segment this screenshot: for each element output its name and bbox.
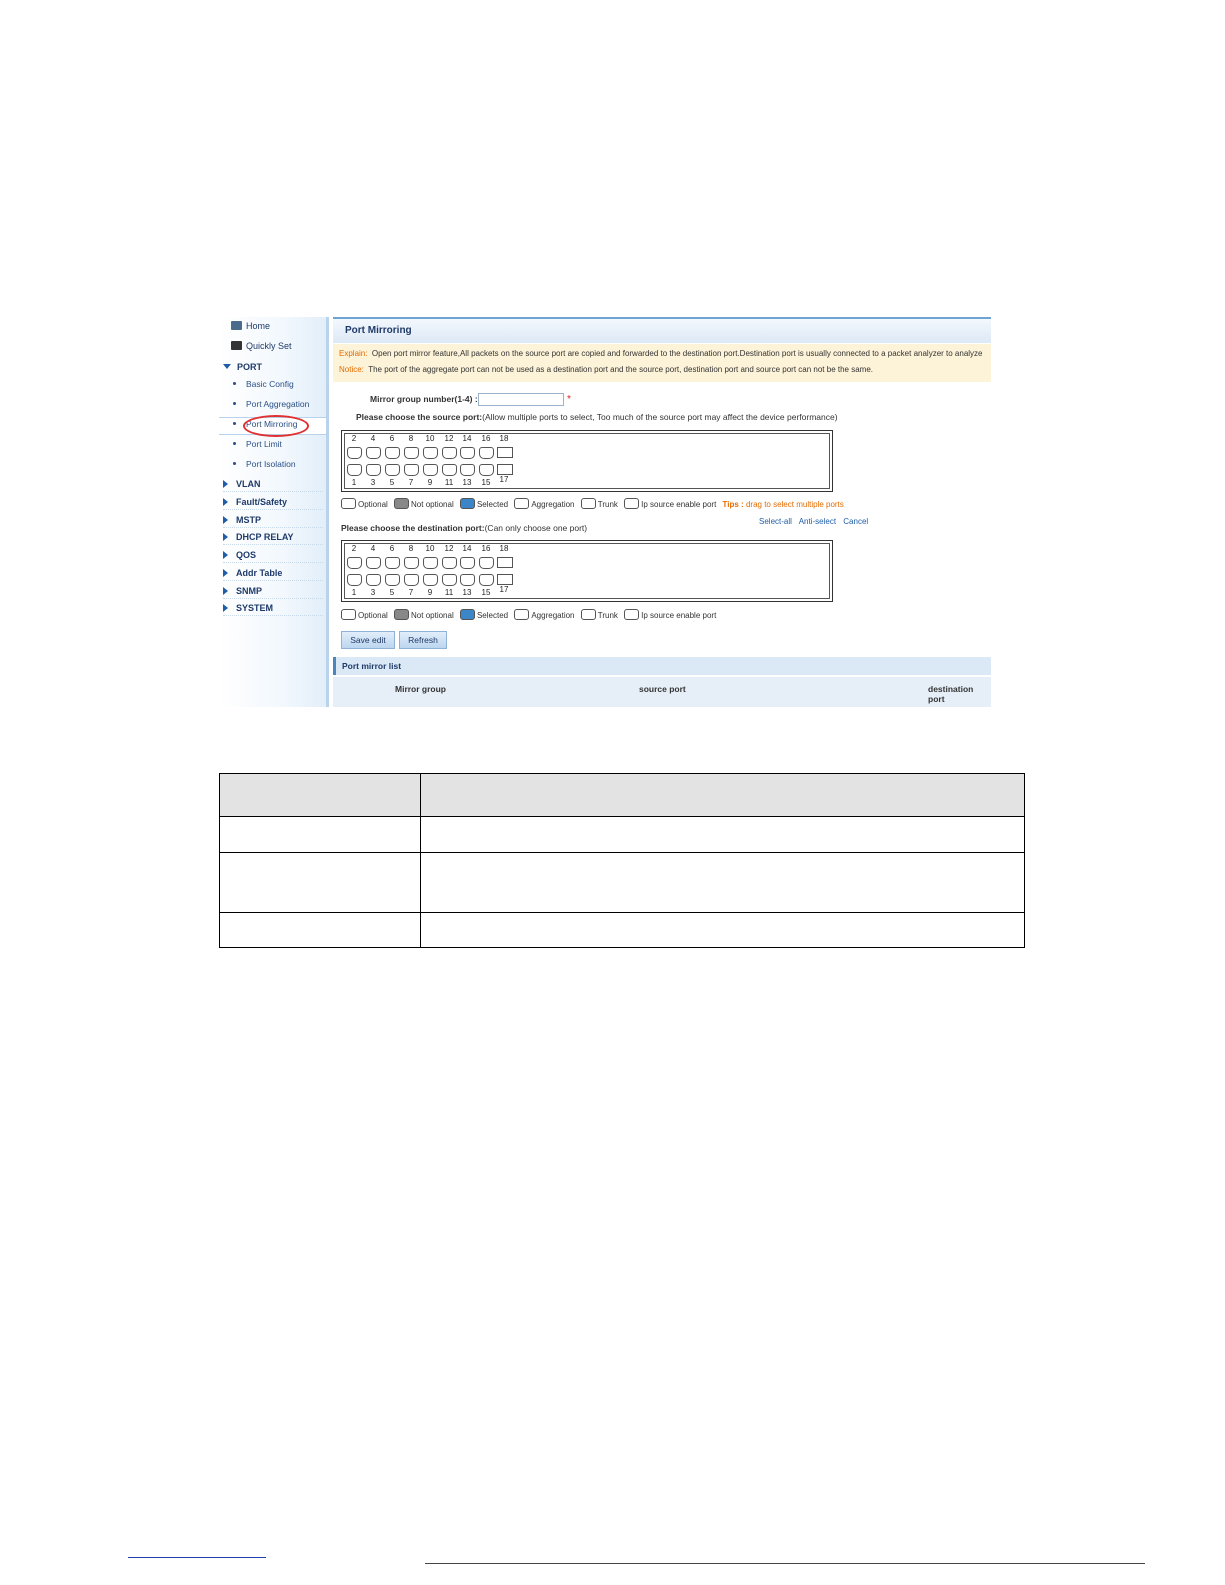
- screenshot: [219, 317, 991, 707]
- port-9[interactable]: [423, 464, 438, 476]
- port-number-label: 18: [499, 544, 509, 553]
- port-16[interactable]: [479, 447, 494, 459]
- collapsed-arrow-icon: [223, 569, 228, 577]
- sidebar-item-label: Quickly Set: [246, 341, 292, 351]
- destination-port-heading: Please choose the destination port:(Can only choose one port): [341, 523, 588, 533]
- port-number-label: 4: [370, 434, 376, 443]
- table-cell: [421, 817, 1025, 853]
- table-cell: [220, 817, 421, 853]
- anti-select-link[interactable]: Anti-select: [798, 517, 837, 526]
- port-number-label: 9: [427, 478, 433, 487]
- port-11[interactable]: [442, 464, 457, 476]
- select-links: [759, 517, 873, 526]
- refresh-button[interactable]: Refresh: [399, 631, 447, 649]
- select-all-link[interactable]: Select-all: [759, 517, 792, 526]
- column-source-port: source port: [639, 684, 686, 694]
- port-13[interactable]: [460, 574, 475, 586]
- port-number-label: 13: [462, 588, 472, 597]
- destination-port-panel[interactable]: [341, 540, 833, 602]
- port-7[interactable]: [404, 574, 419, 586]
- explain-text: Open port mirror feature,All packets on the source port are copied and forwarded to the destination port.Destination port is usually connected to a packet analyzer to analyze: [371, 349, 983, 358]
- selected-port-icon: [460, 498, 475, 509]
- page-title: Port Mirroring: [345, 325, 412, 336]
- port-2[interactable]: [347, 557, 362, 569]
- explain-label: Explain:: [339, 349, 368, 358]
- source-port-panel[interactable]: [341, 430, 833, 492]
- port-4[interactable]: [366, 447, 381, 459]
- port-number-label: 11: [444, 478, 454, 487]
- sidebar-section-addr-table[interactable]: Addr Table: [223, 568, 323, 581]
- not-optional-port-icon: [394, 498, 409, 509]
- port-number-label: 5: [389, 588, 395, 597]
- port-12[interactable]: [442, 447, 457, 459]
- collapsed-arrow-icon: [223, 498, 228, 506]
- sidebar-item-home[interactable]: [231, 321, 270, 331]
- table-row: [220, 817, 1025, 853]
- column-destination-port: destination port: [928, 684, 974, 704]
- home-icon: [231, 321, 242, 330]
- port-14[interactable]: [460, 447, 475, 459]
- sidebar-item-port-aggregation[interactable]: Port Aggregation: [233, 399, 309, 409]
- table-cell: [421, 913, 1025, 948]
- port-9[interactable]: [423, 574, 438, 586]
- port-14[interactable]: [460, 557, 475, 569]
- port-3[interactable]: [366, 574, 381, 586]
- port-mirror-list-title: Port mirror list: [342, 661, 402, 671]
- parameter-table: [219, 773, 1025, 948]
- port-12[interactable]: [442, 557, 457, 569]
- port-8[interactable]: [404, 557, 419, 569]
- port-18[interactable]: [497, 557, 513, 568]
- collapsed-arrow-icon: [223, 516, 228, 524]
- collapsed-arrow-icon: [223, 480, 228, 488]
- port-number-label: 7: [408, 478, 414, 487]
- port-10[interactable]: [423, 557, 438, 569]
- collapsed-arrow-icon: [223, 587, 228, 595]
- sidebar-section-snmp[interactable]: SNMP: [223, 586, 323, 599]
- port-number-label: 10: [425, 434, 435, 443]
- port-17[interactable]: [497, 574, 513, 585]
- optional-port-icon: [341, 498, 356, 509]
- port-1[interactable]: [347, 574, 362, 586]
- page-title-bar: [333, 317, 991, 343]
- trunk-port-icon: [581, 498, 596, 509]
- port-10[interactable]: [423, 447, 438, 459]
- port-number-label: 2: [351, 544, 357, 553]
- sidebar: [219, 317, 329, 707]
- sidebar-section-vlan[interactable]: VLAN: [223, 479, 323, 492]
- port-3[interactable]: [366, 464, 381, 476]
- port-number-label: 15: [481, 478, 491, 487]
- port-number-label: 2: [351, 434, 357, 443]
- port-5[interactable]: [385, 574, 400, 586]
- port-number-label: 9: [427, 588, 433, 597]
- sidebar-item-port-mirroring[interactable]: Port Mirroring: [233, 419, 297, 429]
- port-number-label: 11: [444, 588, 454, 597]
- sidebar-section-port[interactable]: PORT: [223, 362, 323, 374]
- port-number-label: 5: [389, 478, 395, 487]
- port-number-label: 7: [408, 588, 414, 597]
- port-13[interactable]: [460, 464, 475, 476]
- port-number-label: 6: [389, 434, 395, 443]
- sidebar-section-fault-safety[interactable]: Fault/Safety: [223, 497, 323, 510]
- port-number-label: 16: [481, 434, 491, 443]
- port-6[interactable]: [385, 447, 400, 459]
- sidebar-section-qos[interactable]: QOS: [223, 550, 323, 563]
- sidebar-item-basic-config[interactable]: Basic Config: [233, 379, 294, 389]
- table-cell: [220, 853, 421, 913]
- column-mirror-group: Mirror group: [395, 684, 446, 694]
- aggregation-port-icon: [514, 609, 529, 620]
- notice-box: [333, 344, 991, 382]
- main-content: [333, 317, 991, 707]
- notice-label: Notice:: [339, 365, 364, 374]
- expanded-arrow-icon: [223, 364, 231, 369]
- footer-link-underline: [128, 1557, 266, 1558]
- destination-legend: Optional Not optional Selected Aggregation Trunk Ip source enable port: [341, 609, 720, 620]
- optional-port-icon: [341, 609, 356, 620]
- sidebar-item-quickly-set[interactable]: [231, 341, 292, 351]
- table-row: [220, 853, 1025, 913]
- port-7[interactable]: [404, 464, 419, 476]
- tips-label: Tips :: [722, 500, 744, 509]
- port-number-label: 4: [370, 544, 376, 553]
- port-number-label: 10: [425, 544, 435, 553]
- port-15[interactable]: [479, 464, 494, 476]
- ip-source-port-icon: [624, 609, 639, 620]
- sidebar-item-port-limit[interactable]: Port Limit: [233, 439, 282, 449]
- highlight-circle: [243, 415, 309, 437]
- port-number-label: 3: [370, 588, 376, 597]
- port-number-label: 12: [444, 434, 454, 443]
- collapsed-arrow-icon: [223, 551, 228, 559]
- port-number-label: 1: [351, 478, 357, 487]
- not-optional-port-icon: [394, 609, 409, 620]
- port-2[interactable]: [347, 447, 362, 459]
- port-number-label: 16: [481, 544, 491, 553]
- port-18[interactable]: [497, 447, 513, 458]
- selected-port-icon: [460, 609, 475, 620]
- port-number-label: 17: [499, 475, 509, 484]
- sidebar-section-dhcp-relay[interactable]: DHCP RELAY: [223, 532, 323, 545]
- port-number-label: 3: [370, 478, 376, 487]
- aggregation-port-icon: [514, 498, 529, 509]
- port-number-label: 8: [408, 434, 414, 443]
- save-edit-button[interactable]: Save edit: [341, 631, 395, 649]
- port-5[interactable]: [385, 464, 400, 476]
- port-16[interactable]: [479, 557, 494, 569]
- mirror-group-label: Mirror group number(1-4) :: [370, 394, 478, 404]
- port-number-label: 12: [444, 544, 454, 553]
- port-1[interactable]: [347, 464, 362, 476]
- port-number-label: 17: [499, 585, 509, 594]
- port-number-label: 1: [351, 588, 357, 597]
- port-number-label: 8: [408, 544, 414, 553]
- collapsed-arrow-icon: [223, 604, 228, 612]
- collapsed-arrow-icon: [223, 533, 228, 541]
- table-cell: [220, 913, 421, 948]
- port-6[interactable]: [385, 557, 400, 569]
- port-number-label: 13: [462, 478, 472, 487]
- table-cell: [220, 774, 421, 817]
- port-4[interactable]: [366, 557, 381, 569]
- sidebar-item-port-isolation[interactable]: Port Isolation: [233, 459, 296, 469]
- port-11[interactable]: [442, 574, 457, 586]
- port-17[interactable]: [497, 464, 513, 475]
- trunk-port-icon: [581, 609, 596, 620]
- sidebar-item-label: Home: [246, 321, 271, 331]
- port-number-label: 14: [462, 544, 472, 553]
- port-mirror-list-header: [333, 657, 991, 675]
- notice-text: The port of the aggregate port can not be used as a destination port and the source port, destination port and source port can not be the same.: [368, 365, 873, 374]
- required-mark: *: [567, 394, 571, 405]
- table-cell: [421, 774, 1025, 817]
- port-number-label: 18: [499, 434, 509, 443]
- mirror-group-input[interactable]: [478, 393, 564, 406]
- table-row: [220, 913, 1025, 948]
- port-number-label: 15: [481, 588, 491, 597]
- port-number-label: 6: [389, 544, 395, 553]
- sidebar-section-mstp[interactable]: MSTP: [223, 515, 323, 528]
- port-15[interactable]: [479, 574, 494, 586]
- port-number-label: 14: [462, 434, 472, 443]
- ip-source-port-icon: [624, 498, 639, 509]
- port-8[interactable]: [404, 447, 419, 459]
- port-mirror-list-columns: [333, 677, 991, 707]
- tips-text: drag to select multiple ports: [745, 500, 844, 509]
- table-cell: [421, 853, 1025, 913]
- cancel-link[interactable]: Cancel: [843, 517, 869, 526]
- source-port-heading: Please choose the source port:(Allow multiple ports to select, Too much of the source port may affect the device performance): [356, 412, 838, 422]
- table-header-row: [220, 774, 1025, 817]
- sidebar-section-system[interactable]: SYSTEM: [223, 603, 323, 616]
- footer-divider: [425, 1563, 1145, 1564]
- quick-set-icon: [231, 341, 242, 350]
- source-legend: Optional Not optional Selected Aggregation Trunk Ip source enable port Tips : drag to select multiple ports: [341, 498, 848, 509]
